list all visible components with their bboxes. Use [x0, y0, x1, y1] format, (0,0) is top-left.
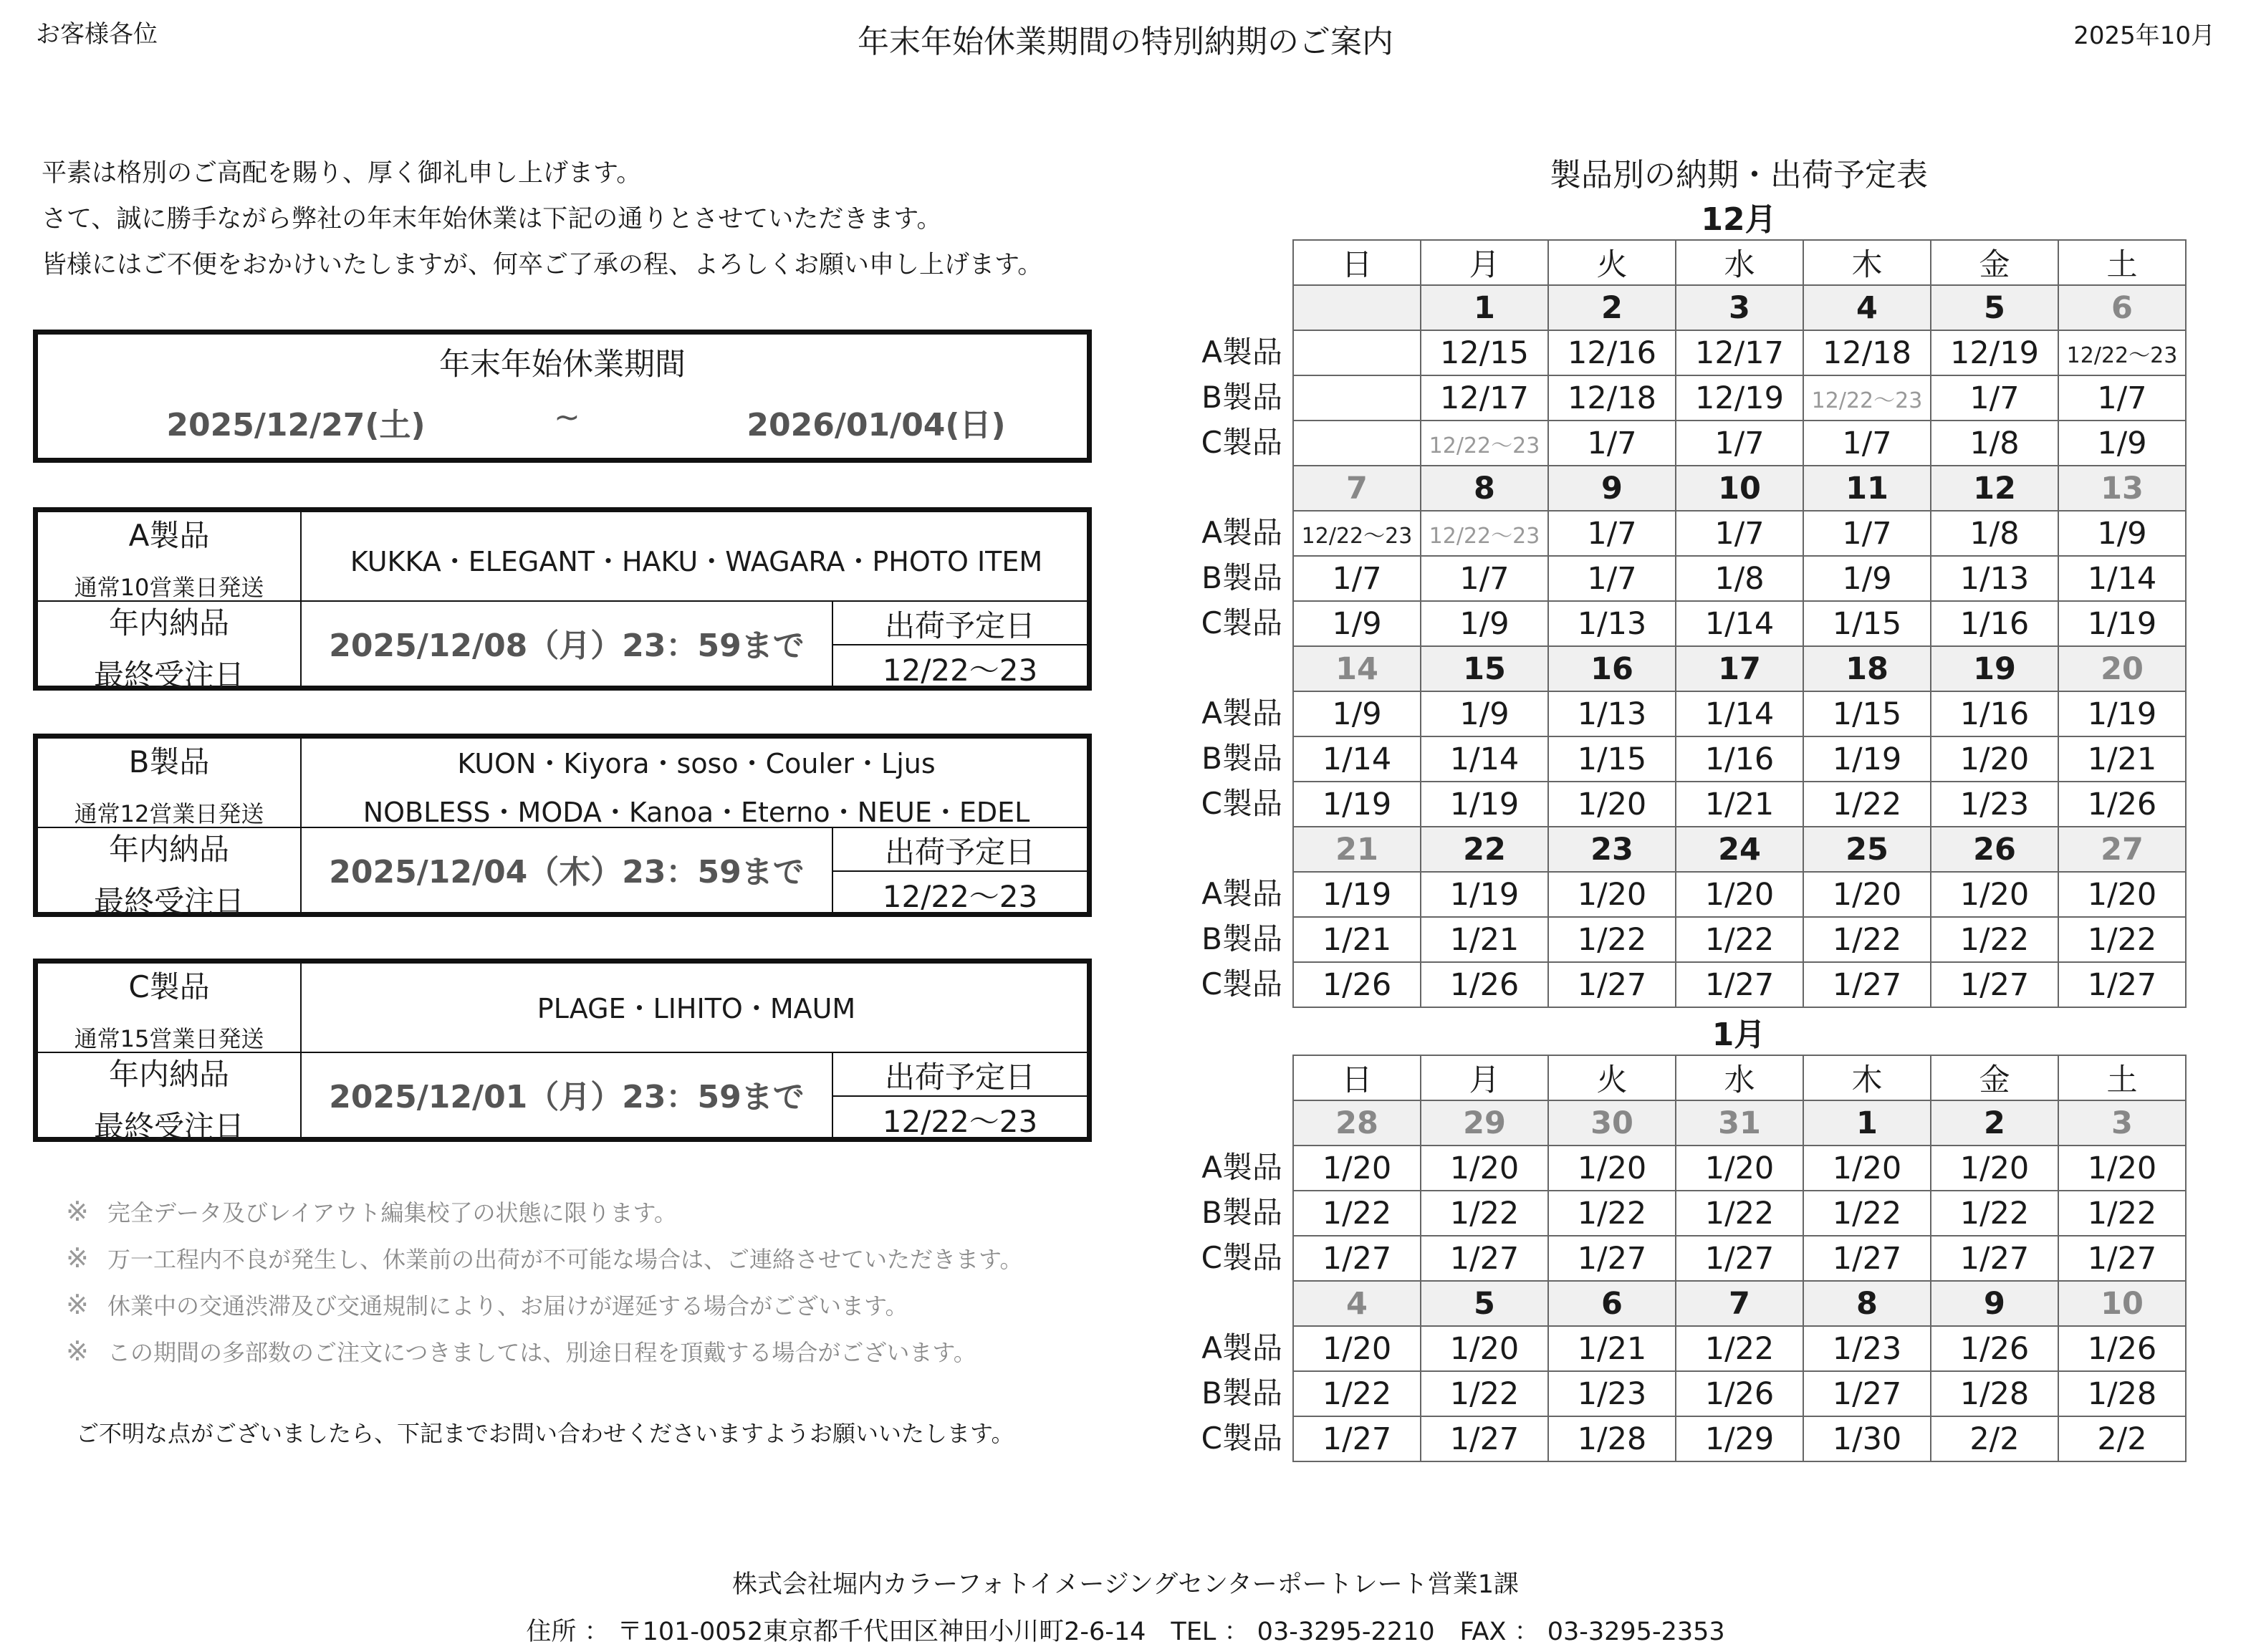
product-brands: KUON・Kiyora・soso・Couler・Ljus [457, 748, 936, 779]
in-year-label: 年内納品 [108, 605, 229, 640]
ship-date-cell: 1/19 [1421, 782, 1548, 827]
ship-date-cell: 1/27 [1931, 962, 2058, 1007]
weekday-header: 水 [1676, 240, 1803, 285]
notes-list [66, 1189, 1022, 1375]
in-year-label: 年内納品 [108, 1057, 229, 1092]
ship-date-cell: 1/22 [1548, 917, 1676, 962]
ship-date-cell: 1/21 [2058, 736, 2186, 782]
ship-date-cell: 1/27 [1293, 1236, 1421, 1281]
ship-date-cell: 1/14 [1293, 736, 1421, 782]
product-name: A製品 [128, 518, 210, 553]
weekday-header: 水 [1676, 1055, 1803, 1100]
date-cell: 9 [1931, 1281, 2058, 1326]
ship-date-cell: 12/22〜23 [1421, 511, 1548, 556]
ship-date-cell: 1/9 [1421, 691, 1548, 736]
date-cell: 26 [1931, 827, 2058, 872]
weekday-header: 月 [1421, 1055, 1548, 1100]
date-cell: 3 [1676, 285, 1803, 330]
date-cell: 17 [1676, 646, 1803, 691]
ship-date-cell: 1/20 [1676, 872, 1803, 917]
ship-date-cell: 1/22 [1931, 917, 2058, 962]
ship-date-cell: 1/27 [1421, 1236, 1548, 1281]
ship-date-cell: 1/22 [2058, 917, 2186, 962]
ship-date-cell: 1/30 [1803, 1416, 1931, 1461]
ship-date-cell: 1/27 [1803, 1236, 1931, 1281]
product-box-a [33, 507, 1092, 691]
weekday-header: 木 [1803, 240, 1931, 285]
date-cell: 7 [1676, 1281, 1803, 1326]
note-item [66, 1329, 1022, 1375]
date-cell: 18 [1803, 646, 1931, 691]
ship-date-cell: 1/20 [2058, 872, 2186, 917]
ship-date-cell: 1/22 [2058, 1191, 2186, 1236]
ship-date-cell: 1/8 [1931, 421, 2058, 466]
ship-date-cell: 12/22〜23 [1803, 375, 1931, 421]
weekday-header: 火 [1548, 1055, 1676, 1100]
company-address: 住所 ： 〒101-0052東京都千代田区神田小川町2-6-14 TEL ： 03-3295-2210 FAX ： 03-3295-2353 [526, 1618, 1725, 1646]
closure-tilde: ~ [554, 399, 580, 436]
ship-date-cell: 1/7 [2058, 375, 2186, 421]
ship-date-cell: 1/23 [1803, 1326, 1931, 1371]
ship-date-cell: 1/9 [2058, 511, 2186, 556]
ship-date-cell: 1/9 [1293, 691, 1421, 736]
row-labels [1175, 1100, 1282, 1461]
ship-date-cell: 1/7 [1676, 421, 1803, 466]
ship-date-cell: 1/8 [1676, 556, 1803, 601]
intro-text [42, 150, 1042, 288]
date-cell: 19 [1931, 646, 2058, 691]
ship-date-cell: 1/14 [1676, 691, 1803, 736]
ship-date-cell: 2/2 [1931, 1416, 2058, 1461]
date-cell: 10 [2058, 1281, 2186, 1326]
ship-date-cell: 1/20 [1293, 1146, 1421, 1191]
date-cell: 6 [1548, 1281, 1676, 1326]
intro-line: 平素は格別のご高配を賜り、厚く御礼申し上げます。 [42, 159, 642, 188]
ship-date-cell: 1/22 [1676, 1326, 1803, 1371]
ship-date-cell: 1/19 [1803, 736, 1931, 782]
ship-date-cell: 1/26 [1931, 1326, 2058, 1371]
date-cell: 23 [1548, 827, 1676, 872]
ship-date-cell: 1/8 [1931, 511, 2058, 556]
weekday-header: 日 [1293, 1055, 1421, 1100]
ship-date-cell: 1/28 [1548, 1416, 1676, 1461]
ship-date-cell: 1/9 [1421, 601, 1548, 646]
date-cell: 5 [1931, 285, 2058, 330]
product-usual-lead: 通常10営業日発送 [74, 574, 264, 601]
date-cell: 12 [1931, 466, 2058, 511]
ship-date-cell: 1/7 [1548, 421, 1676, 466]
calendar-table [1292, 1055, 2187, 1462]
ship-label: 出荷予定日 [884, 1060, 1035, 1095]
date-cell: 20 [2058, 646, 2186, 691]
date-cell: 28 [1293, 1100, 1421, 1146]
date-cell: 22 [1421, 827, 1548, 872]
ship-date-cell: 1/22 [1293, 1191, 1421, 1236]
date-cell: 9 [1548, 466, 1676, 511]
ship-date-cell: 1/29 [1676, 1416, 1803, 1461]
product-row-label: C製品 [1201, 1240, 1282, 1275]
date-cell: 8 [1421, 466, 1548, 511]
ship-date-cell: 12/19 [1676, 375, 1803, 421]
last-order-label: 最終受注日 [93, 658, 244, 693]
date-cell: 2 [1548, 285, 1676, 330]
ship-date-cell: 1/15 [1803, 601, 1931, 646]
closure-start: 2025/12/27(土) [166, 407, 426, 443]
ship-date-cell: 1/7 [1931, 375, 2058, 421]
product-row-label: B製品 [1201, 1375, 1282, 1411]
row-labels [1175, 284, 1282, 1007]
ship-date: 12/22〜23 [882, 879, 1038, 914]
document-title: 年末年始休業期間の特別納期のご案内 [858, 24, 1393, 60]
ship-date-cell: 1/20 [1931, 736, 2058, 782]
last-order-label: 最終受注日 [93, 884, 244, 919]
ship-date-cell: 1/22 [1803, 917, 1931, 962]
ship-date-cell: 12/16 [1548, 330, 1676, 375]
product-row-label: C製品 [1201, 1421, 1282, 1456]
ship-date-cell: 1/21 [1676, 782, 1803, 827]
weekday-header: 木 [1803, 1055, 1931, 1100]
ship-date-cell: 1/23 [1931, 782, 2058, 827]
date-cell: 2 [1931, 1100, 2058, 1146]
date-cell: 16 [1548, 646, 1676, 691]
note-item [66, 1236, 1022, 1282]
ship-date-cell: 1/28 [1931, 1371, 2058, 1416]
product-row-label: B製品 [1201, 741, 1282, 776]
ship-date-cell: 1/27 [1548, 1236, 1676, 1281]
note-item [66, 1282, 1022, 1329]
date-cell: 30 [1548, 1100, 1676, 1146]
ship-date-cell: 1/20 [1548, 782, 1676, 827]
ship-date-cell: 1/27 [1293, 1416, 1421, 1461]
ship-date-cell: 12/19 [1931, 330, 2058, 375]
product-name: C製品 [128, 969, 210, 1004]
ship-date-cell: 1/20 [1421, 1146, 1548, 1191]
ship-date: 12/22〜23 [882, 1104, 1038, 1139]
product-row-label: C製品 [1201, 786, 1282, 821]
ship-date-cell: 1/16 [1676, 736, 1803, 782]
ship-date-cell: 1/26 [1676, 1371, 1803, 1416]
ship-date-cell: 12/15 [1421, 330, 1548, 375]
product-brands: KUKKA・ELEGANT・HAKU・WAGARA・PHOTO ITEM [350, 546, 1043, 577]
ship-date-cell: 1/22 [1548, 1191, 1676, 1236]
product-row-label: B製品 [1201, 1195, 1282, 1230]
weekday-header: 土 [2058, 240, 2186, 285]
product-row-label: B製品 [1201, 560, 1282, 595]
ship-date-cell: 1/27 [1676, 962, 1803, 1007]
ship-date-cell: 1/9 [1803, 556, 1931, 601]
date-cell: 31 [1676, 1100, 1803, 1146]
date-cell: 25 [1803, 827, 1931, 872]
in-year-label: 年内納品 [108, 832, 229, 867]
weekday-header: 月 [1421, 240, 1548, 285]
ship-date-cell: 1/13 [1548, 691, 1676, 736]
weekday-header: 金 [1931, 240, 2058, 285]
date-cell: 1 [1803, 1100, 1931, 1146]
ship-date-cell: 1/20 [1293, 1326, 1421, 1371]
company-name: 株式会社堀内カラーフォトイメージングセンターポートレート営業1課 [732, 1570, 1519, 1599]
ship-date-cell: 1/27 [1931, 1236, 2058, 1281]
product-row-label: C製品 [1201, 605, 1282, 640]
ship-date-cell: 1/19 [1293, 872, 1421, 917]
ship-date-cell: 1/28 [2058, 1371, 2186, 1416]
ship-date-cell: 1/13 [1548, 601, 1676, 646]
ship-date-cell: 1/14 [1676, 601, 1803, 646]
ship-date-cell: 1/27 [1548, 962, 1676, 1007]
ship-date-cell: 1/22 [1421, 1371, 1548, 1416]
closing-text: ご不明な点がございましたら、下記までお問い合わせくださいますようお願いいたします。 [76, 1420, 1014, 1447]
ship-date-cell: 1/19 [2058, 691, 2186, 736]
date-cell: 4 [1293, 1281, 1421, 1326]
ship-date-cell: 12/22〜23 [1293, 511, 1421, 556]
product-row-label: A製品 [1201, 876, 1282, 911]
product-box-b [33, 734, 1092, 917]
ship-date-cell: 1/27 [1676, 1236, 1803, 1281]
ship-date-cell: 1/22 [1931, 1191, 2058, 1236]
ship-date-cell: 1/20 [1548, 1146, 1676, 1191]
ship-date-cell: 1/20 [1803, 872, 1931, 917]
ship-date-cell: 1/21 [1548, 1326, 1676, 1371]
date-cell: 4 [1803, 285, 1931, 330]
ship-date-cell: 12/18 [1803, 330, 1931, 375]
date-cell: 6 [2058, 285, 2186, 330]
ship-date-cell: 12/18 [1548, 375, 1676, 421]
product-row-label: A製品 [1201, 1150, 1282, 1185]
product-row-label: C製品 [1201, 966, 1282, 1002]
ship-date-cell: 1/22 [1421, 1191, 1548, 1236]
ship-date-cell: 1/7 [1421, 556, 1548, 601]
closure-end: 2026/01/04(日) [747, 407, 1006, 443]
ship-date-cell: 1/20 [1421, 1326, 1548, 1371]
ship-date-cell: 1/21 [1293, 917, 1421, 962]
date-cell: 5 [1421, 1281, 1548, 1326]
ship-date-cell: 1/19 [1293, 782, 1421, 827]
ship-date-cell [1293, 330, 1421, 375]
note-item [66, 1189, 1022, 1236]
ship-date-cell: 1/14 [1421, 736, 1548, 782]
ship-date-cell: 1/7 [1803, 511, 1931, 556]
date-cell: 14 [1293, 646, 1421, 691]
ship-date-cell: 1/9 [2058, 421, 2186, 466]
date-cell: 29 [1421, 1100, 1548, 1146]
date-cell: 27 [2058, 827, 2186, 872]
ship-date-cell [1293, 421, 1421, 466]
weekday-header: 火 [1548, 240, 1676, 285]
weekday-header: 日 [1293, 240, 1421, 285]
ship-date-cell: 1/16 [1931, 691, 2058, 736]
ship-date-cell: 1/26 [2058, 782, 2186, 827]
weekday-header: 土 [2058, 1055, 2186, 1100]
ship-date-cell: 1/7 [1548, 511, 1676, 556]
ship-date-cell: 1/20 [1803, 1146, 1931, 1191]
ship-date-cell: 1/22 [1676, 1191, 1803, 1236]
date-cell: 21 [1293, 827, 1421, 872]
ship-date-cell: 1/26 [1421, 962, 1548, 1007]
date-cell: 15 [1421, 646, 1548, 691]
ship-date: 12/22〜23 [882, 653, 1038, 688]
ship-date-cell: 2/2 [2058, 1416, 2186, 1461]
ship-date-cell: 1/16 [1931, 601, 2058, 646]
ship-date-cell: 1/19 [2058, 601, 2186, 646]
product-box-c [33, 959, 1092, 1142]
ship-date-cell: 1/7 [1548, 556, 1676, 601]
ship-date-cell: 1/23 [1548, 1371, 1676, 1416]
addressee: お客様各位 [36, 20, 158, 49]
ship-date-cell: 1/7 [1803, 421, 1931, 466]
ship-date-cell: 12/17 [1421, 375, 1548, 421]
ship-date-cell: 1/26 [2058, 1326, 2186, 1371]
ship-date-cell: 12/17 [1676, 330, 1803, 375]
calendar-table [1292, 239, 2187, 1008]
product-row-label: A製品 [1201, 515, 1282, 550]
note-text: 万一工程内不良が発生し、休業前の出荷が不可能な場合は、ご連絡させていただきます。 [107, 1246, 1023, 1273]
product-brands: PLAGE・LIHITO・MAUM [537, 993, 856, 1024]
product-row-label: C製品 [1201, 425, 1282, 460]
date-cell: 7 [1293, 466, 1421, 511]
ship-date-cell: 1/22 [1803, 1191, 1931, 1236]
ship-date-cell: 1/20 [1931, 872, 2058, 917]
ship-date-cell: 12/22〜23 [2058, 330, 2186, 375]
order-deadline: 2025/12/08（月）23：59まで [329, 628, 805, 664]
date-cell: 13 [2058, 466, 2186, 511]
date-cell: 1 [1421, 285, 1548, 330]
ship-date-cell: 1/20 [1676, 1146, 1803, 1191]
date-cell: 11 [1803, 466, 1931, 511]
product-row-label: B製品 [1201, 380, 1282, 415]
ship-date-cell: 1/15 [1548, 736, 1676, 782]
note-mark: ※ [66, 1289, 89, 1320]
note-text: この期間の多部数のご注文につきましては、別途日程を頂戴する場合がございます。 [107, 1339, 976, 1366]
ship-date-cell: 1/21 [1421, 917, 1548, 962]
closure-period-box [33, 330, 1092, 463]
product-row-label: A製品 [1201, 1330, 1282, 1365]
ship-date-cell: 1/27 [1421, 1416, 1548, 1461]
ship-date-cell: 1/27 [2058, 1236, 2186, 1281]
ship-date-cell: 1/27 [1803, 1371, 1931, 1416]
schedule-title: 製品別の納期・出荷予定表 [1550, 157, 1928, 193]
ship-date-cell: 1/27 [1803, 962, 1931, 1007]
ship-date-cell [1293, 375, 1421, 421]
product-usual-lead: 通常12営業日発送 [74, 800, 264, 827]
intro-line: さて、誠に勝手ながら弊社の年末年始休業は下記の通りとさせていただきます。 [42, 205, 942, 234]
order-deadline: 2025/12/04（木）23：59まで [329, 854, 805, 890]
document-date: 2025年10月 [2073, 21, 2215, 50]
date-cell: 3 [2058, 1100, 2186, 1146]
ship-date-cell: 1/20 [1931, 1146, 2058, 1191]
month-label-december: 12月 [1701, 201, 1777, 238]
order-deadline: 2025/12/01（月）23：59まで [329, 1079, 805, 1115]
ship-date-cell: 1/22 [1803, 782, 1931, 827]
ship-date-cell: 1/27 [2058, 962, 2186, 1007]
product-row-label: B製品 [1201, 921, 1282, 956]
ship-date-cell: 1/20 [1548, 872, 1676, 917]
ship-date-cell: 1/26 [1293, 962, 1421, 1007]
date-cell: 8 [1803, 1281, 1931, 1326]
ship-date-cell: 1/14 [2058, 556, 2186, 601]
intro-line: 皆様にはご不便をおかけいたしますが、何卒ご了承の程、よろしくお願い申し上げます。 [42, 251, 1043, 279]
product-usual-lead: 通常15営業日発送 [74, 1025, 264, 1052]
product-name: B製品 [128, 744, 210, 779]
date-cell: 24 [1676, 827, 1803, 872]
ship-date-cell: 1/15 [1803, 691, 1931, 736]
date-cell: 10 [1676, 466, 1803, 511]
ship-date-cell: 12/22〜23 [1421, 421, 1548, 466]
product-row-label: A製品 [1201, 696, 1282, 731]
ship-label: 出荷予定日 [884, 835, 1035, 870]
ship-date-cell: 1/7 [1293, 556, 1421, 601]
note-mark: ※ [66, 1335, 89, 1367]
ship-date-cell: 1/7 [1676, 511, 1803, 556]
ship-label: 出荷予定日 [884, 608, 1035, 643]
ship-date-cell: 1/19 [1421, 872, 1548, 917]
ship-date-cell: 1/22 [1293, 1371, 1421, 1416]
last-order-label: 最終受注日 [93, 1109, 244, 1144]
closure-title: 年末年始休業期間 [439, 347, 686, 383]
note-mark: ※ [66, 1242, 89, 1274]
note-text: 完全データ及びレイアウト編集校了の状態に限ります。 [107, 1199, 677, 1226]
month-label-january: 1月 [1712, 1017, 1766, 1053]
product-row-label: A製品 [1201, 335, 1282, 370]
date-cell [1293, 285, 1421, 330]
product-brands: NOBLESS・MODA・Kanoa・Eterno・NEUE・EDEL [363, 797, 1030, 828]
ship-date-cell: 1/22 [1676, 917, 1803, 962]
note-mark: ※ [66, 1196, 89, 1227]
ship-date-cell: 1/13 [1931, 556, 2058, 601]
ship-date-cell: 1/9 [1293, 601, 1421, 646]
ship-date-cell: 1/20 [2058, 1146, 2186, 1191]
weekday-header: 金 [1931, 1055, 2058, 1100]
note-text: 休業中の交通渋滞及び交通規制により、お届けが遅延する場合がございます。 [107, 1292, 908, 1320]
